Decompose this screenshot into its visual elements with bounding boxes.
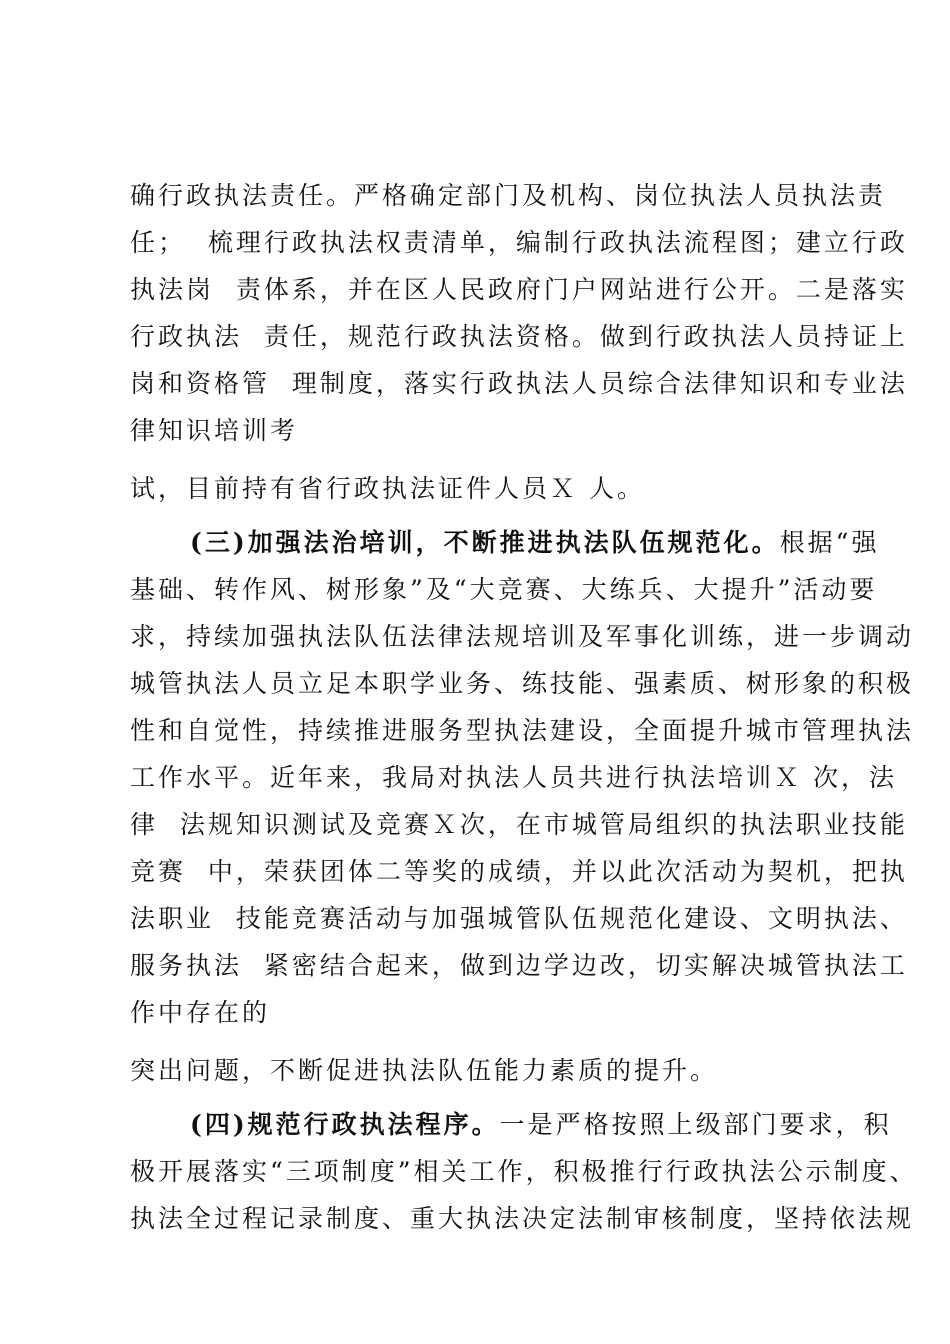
section-4-text: 一是严格按照上级部门要求，积 xyxy=(499,1110,892,1139)
paragraph-line: 城管执法人员立足本职学业务、练技能、强素质、树形象的积极 xyxy=(130,669,915,698)
paragraph-line: 工作水平。近年来，我局对执法人员共进行执法培训Ｘ 次，法 xyxy=(130,763,897,792)
paragraph-line: 求，持续加强执法队伍法律法规培训及军事化训练，进一步调动 xyxy=(130,622,915,651)
paragraph-line: 执法全过程记录制度、重大执法决定法制审核制度，坚持依法规 xyxy=(130,1204,915,1233)
paragraph-line: 确行政执法责任。严格确定部门及机构、岗位执法人员执法责 xyxy=(130,181,887,210)
paragraph-line: 律知识培训考 xyxy=(130,416,299,445)
paragraph-line: 律 法规知识测试及竞赛Ｘ次，在市城管局组织的执法职业技能 xyxy=(130,810,908,839)
paragraph-line: 性和自觉性，持续推进服务型执法建设，全面提升城市管理执法 xyxy=(130,716,915,745)
section-3-text: 根据“强 xyxy=(779,528,880,557)
paragraph-line: 行政执法 责任，规范行政执法资格。做到行政执法人员持证上 xyxy=(130,322,908,351)
paragraph-line: 试，目前持有省行政执法证件人员Ｘ 人。 xyxy=(130,474,645,503)
section-3-first-line xyxy=(190,528,879,558)
paragraph-line: 极开展落实“三项制度”相关工作，积极推行行政执法公示制度、 xyxy=(130,1157,918,1186)
paragraph-line: 任； 梳理行政执法权责清单，编制行政执法流程图；建立行政 xyxy=(130,228,908,257)
section-3-heading: (三)加强法治培训，不断推进执法队伍规范化。 xyxy=(190,528,780,557)
paragraph-line: 岗和资格管 理制度，落实行政执法人员综合法律知识和专业法 xyxy=(130,369,908,398)
paragraph-line: 竞赛 中，荣获团体二等奖的成绩，并以此次活动为契机，把执 xyxy=(130,857,908,886)
paragraph-line: 作中存在的 xyxy=(130,998,271,1027)
paragraph-line: 基础、转作风、树形象”及“大竞赛、大练兵、大提升”活动要 xyxy=(130,575,878,604)
section-4-first-line xyxy=(190,1110,892,1140)
paragraph-line: 执法岗 责体系，并在区人民政府门户网站进行公开。二是落实 xyxy=(130,275,908,304)
paragraph-line: 服务执法 紧密结合起来，做到边学边改，切实解决城管执法工 xyxy=(130,951,908,980)
paragraph-line: 突出问题，不断促进执法队伍能力素质的提升。 xyxy=(130,1056,719,1085)
section-4-heading: (四)规范行政执法程序。 xyxy=(190,1110,500,1139)
paragraph-line: 法职业 技能竞赛活动与加强城管队伍规范化建设、文明执法、 xyxy=(130,904,908,933)
